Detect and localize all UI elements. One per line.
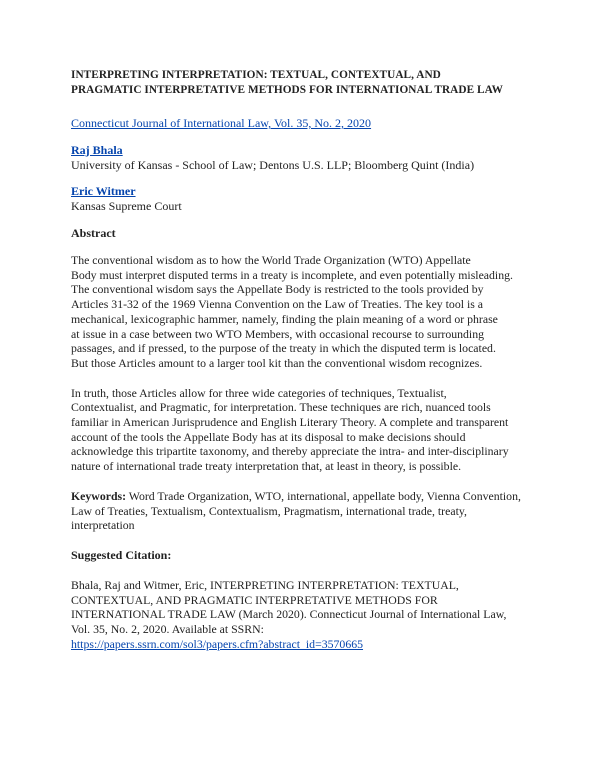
text-line: mechanical, lexicographic hammer, namely, finding the plain meaning of a word or phrase [71,311,498,326]
text-line: Body must interpret disputed terms in a treaty is incomplete, and even potentially misleading. [71,267,513,282]
keywords-block [71,489,541,533]
title-line-1: INTERPRETING INTERPRETATION: TEXTUAL, CONTEXTUAL, AND [71,69,441,81]
keywords-text: Law of Treaties, Textualism, Contextualism, Pragmatism, international trade, treaty, [71,503,467,518]
text-line: The conventional wisdom says the Appellate Body is restricted to the tools provided by [71,282,484,297]
paper-title [71,68,541,98]
text-line: INTERNATIONAL TRADE LAW (March 2020). Connecticut Journal of International Law, [71,607,507,622]
text-line: nature of international trade treaty interpretation that, at least in theory, is possible. [71,459,462,474]
abstract-paragraph-1 [71,253,541,371]
text-line: In truth, those Articles allow for three wide categories of techniques, Textualist, [71,385,447,400]
keywords-label: Keywords: [71,488,127,503]
journal-reference [71,116,541,131]
text-line: Vol. 35, No. 2, 2020. Available at SSRN: [71,622,264,637]
citation-text [71,578,541,652]
text-line: passages, and if pressed, to the purpose of the treaty in which the disputed term is located. [71,341,496,356]
abstract-paragraph-2 [71,386,541,474]
author-name-link[interactable]: Eric Witmer [71,184,136,198]
keywords-text: Word Trade Organization, WTO, international, appellate body, Vienna Convention, [126,488,521,503]
author-block-1 [71,143,541,173]
title-line-2: PRAGMATIC INTERPRETATIVE METHODS FOR INTERNATIONAL TRADE LAW [71,84,503,96]
text-line: The conventional wisdom as to how the World Trade Organization (WTO) Appellate [71,253,471,267]
text-line: Articles 31-32 of the 1969 Vienna Convention on the Law of Treaties. The key tool is a [71,297,484,312]
keywords-text: interpretation [71,518,135,533]
text-line: Bhala, Raj and Witmer, Eric, INTERPRETING INTERPRETATION: TEXTUAL, [71,577,459,592]
journal-link[interactable]: Connecticut Journal of International Law, Vol. 35, No. 2, 2020 [71,116,372,130]
author-affiliation: University of Kansas - School of Law; Dentons U.S. LLP; Bloomberg Quint (India) [71,158,475,172]
suggested-citation-heading: Suggested Citation: [71,547,172,562]
author-affiliation: Kansas Supreme Court [71,199,182,213]
author-block-2 [71,184,541,214]
text-line: at issue in a case between two WTO Members, with occasional recourse to surrounding [71,326,484,341]
document-page [71,68,541,651]
text-line: account of the tools the Appellate Body has at its disposal to make decisions should [71,429,466,444]
author-name-link[interactable]: Raj Bhala [71,143,123,157]
text-line: familiar in American Jurisprudence and English Literary Theory. A complete and transparent [71,415,509,430]
ssrn-link[interactable]: https://papers.ssrn.com/sol3/papers.cfm?abstract_id=3570665 [71,636,364,651]
abstract-heading: Abstract [71,226,116,240]
text-line: CONTEXTUAL, AND PRAGMATIC INTERPRETATIVE METHODS FOR [71,592,438,607]
text-line: But those Articles amount to a larger tool kit than the conventional wisdom recognizes. [71,355,483,370]
text-line: acknowledge this tripartite taxonomy, and thereby appreciate the intra- and inter-disciplinary [71,444,509,459]
text-line: Contextualist, and Pragmatic, for interpretation. These techniques are rich, nuanced tools [71,400,491,415]
keywords-line-1 [71,489,541,504]
